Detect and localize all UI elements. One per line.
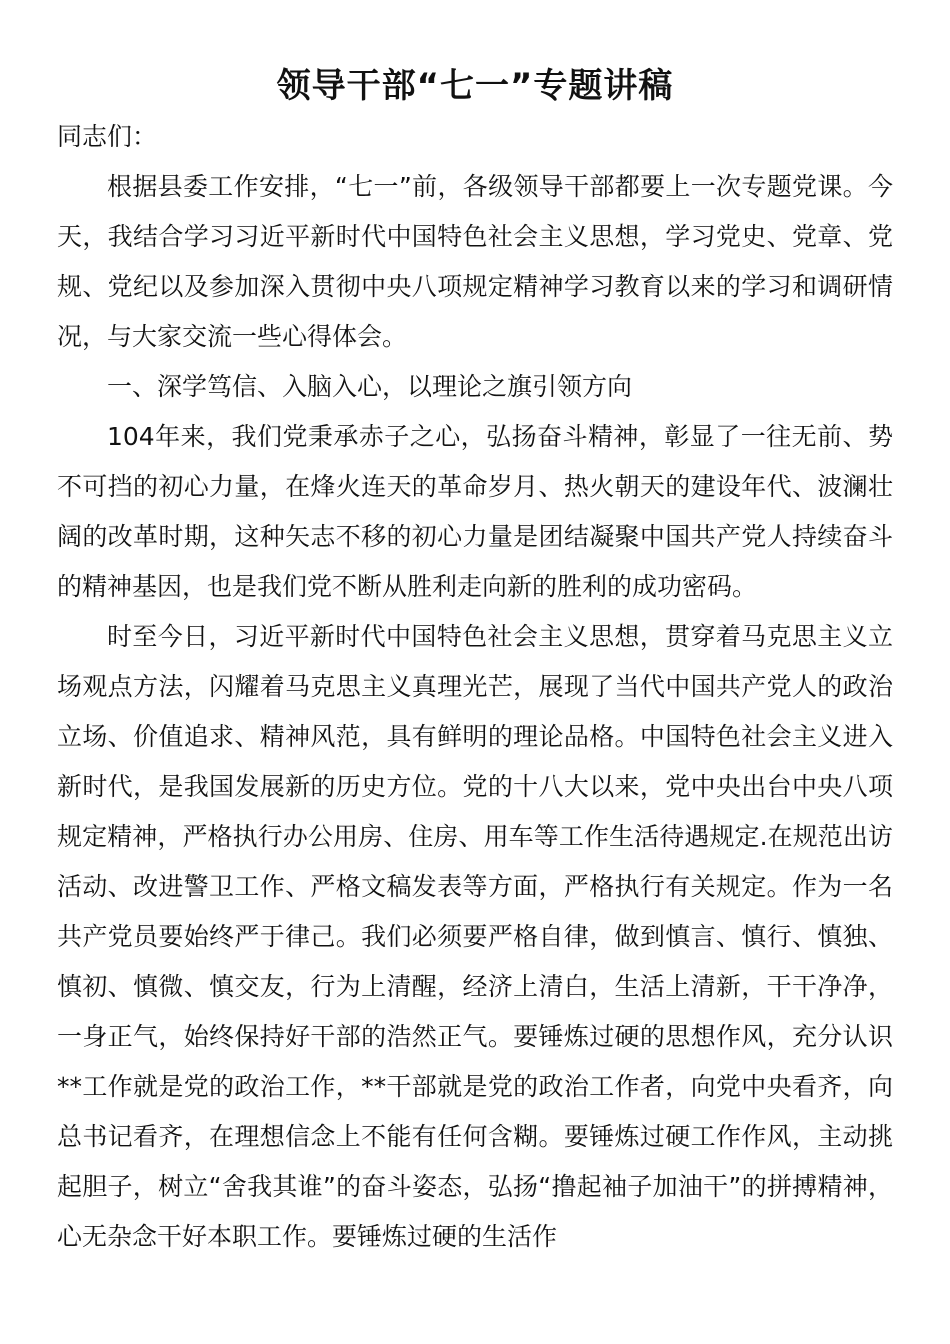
document-title: 领导干部“七一”专题讲稿 xyxy=(276,66,674,106)
section-heading-1: 一、深学笃信、入脑入心，以理论之旗引领方向 xyxy=(107,372,633,401)
salutation: 同志们： xyxy=(57,122,158,151)
document-body xyxy=(57,112,893,1262)
paragraph-history: 104年来，我们党秉承赤子之心，弘扬奋斗精神，彰显了一往无前、势不可挡的初心力量，在烽火连天的革命岁月、热火朝天的建设年代、波澜壮阔的改革时期，这种矢志不移的初心力量是团结凝聚中国共产党人持续奋斗的精神基因，也是我们党不断从胜利走向新的胜利的成功密码。 xyxy=(57,422,893,601)
paragraph-new-era: 时至今日，习近平新时代中国特色社会主义思想，贯穿着马克思主义立场观点方法，闪耀着马克思主义真理光芒，展现了当代中国共产党人的政治立场、价值追求、精神风范，具有鲜明的理论品格。中国特色社会主义进入新时代，是我国发展新的历史方位。党的十八大以来，党中央出台中央八项规定精神，严格执行办公用房、住房、用车等工作生活待遇规定.在规范出访活动、改进警卫工作、严格文稿发表等方面，严格执行有关规定。作为一名共产党员要始终严于律己。我们必须要严格自律，做到慎言、慎行、慎独、慎初、慎微、慎交友，行为上清醒，经济上清白，生活上清新，干干净净，一身正气，始终保持好干部的浩然正气。要锤炼过硬的思想作风，充分认识**工作就是党的政治工作，**干部就是党的政治工作者，向党中央看齐，向总书记看齐，在理想信念上不能有任何含糊。要锤炼过硬工作作风，主动挑起胆子，树立“舍我其谁”的奋斗姿态，弘扬“撸起袖子加油干”的拼搏精神，心无杂念干好本职工作。要锤炼过硬的生活作 xyxy=(57,622,893,1251)
paragraph-intro: 根据县委工作安排，“七一”前，各级领导干部都要上一次专题党课。今天，我结合学习习近平新时代中国特色社会主义思想，学习党史、党章、党规、党纪以及参加深入贯彻中央八项规定精神学习教育以来的学习和调研情况，与大家交流一些心得体会。 xyxy=(57,172,893,351)
